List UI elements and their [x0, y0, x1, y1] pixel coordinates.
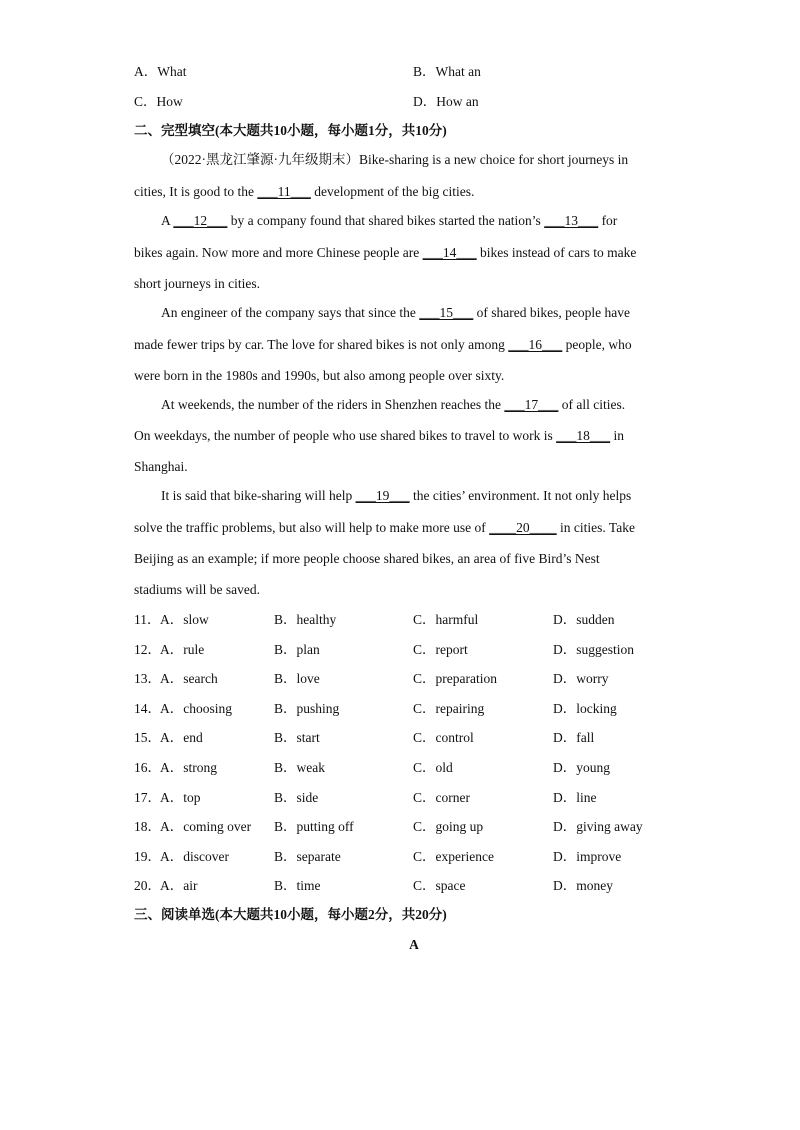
option-d: D．line: [553, 790, 597, 805]
passage-line: [134, 519, 635, 537]
blank-20: ____20____: [489, 520, 557, 535]
passage-line: [134, 581, 260, 599]
passage-line: [134, 458, 188, 476]
question-number: 11．: [134, 612, 161, 627]
passage-text: At weekends, the number of the riders in Shenzhen reaches the: [161, 397, 505, 412]
q10-option-a: A．What: [134, 64, 187, 79]
q10-option-c: C．How: [134, 94, 183, 109]
question-number: 16．: [134, 760, 161, 775]
passage-text: development of the big cities.: [310, 184, 475, 199]
passage-line: [134, 550, 600, 568]
blank-11: ___11___: [257, 184, 311, 199]
option-b: B．putting off: [274, 819, 354, 834]
passage-text: bikes instead of cars to make: [476, 245, 637, 260]
option-d: D．locking: [553, 701, 617, 716]
option-a: A．choosing: [160, 701, 232, 716]
option-b: B．separate: [274, 849, 341, 864]
question-number: 12．: [134, 642, 161, 657]
option-b: B．side: [274, 790, 319, 805]
passage-line: [161, 151, 628, 169]
section2-heading: 二、完型填空(本大题共10小题，每小题1分，共10分): [134, 123, 447, 138]
option-a: A．strong: [160, 760, 217, 775]
passage-line: [161, 212, 617, 230]
passage-text: Beijing as an example; if more people choose shared bikes, an area of five Bird’s Nest: [134, 551, 600, 566]
passage-line: [134, 275, 260, 293]
passage-text: people, who: [562, 337, 632, 352]
option-c: C．space: [413, 878, 466, 893]
passage-text: in: [610, 428, 625, 443]
option-c: C．report: [413, 642, 468, 657]
passage-text: for: [598, 213, 618, 228]
option-a: A．rule: [160, 642, 205, 657]
passage-text: cities, It is good to the: [134, 184, 258, 199]
option-b: B．plan: [274, 642, 320, 657]
option-b: B．weak: [274, 760, 325, 775]
option-d: D．suggestion: [553, 642, 634, 657]
question-number: 20．: [134, 878, 161, 893]
option-a: A．slow: [160, 612, 209, 627]
option-a: A．air: [160, 878, 198, 893]
passage-text: short journeys in cities.: [134, 276, 260, 291]
blank-18: ___18___: [556, 428, 611, 443]
option-d: D．young: [553, 760, 610, 775]
option-c: C．experience: [413, 849, 494, 864]
passage-text: stadiums will be saved.: [134, 582, 260, 597]
passage-text: the cities’ environment. It not only helps: [409, 488, 632, 503]
passage-text: in cities. Take: [556, 520, 635, 535]
passage-line: [161, 304, 630, 322]
passage-line: [134, 336, 632, 354]
passage-text: It is said that bike-sharing will help: [161, 488, 356, 503]
passage-text: Shanghai.: [134, 459, 188, 474]
passage-line: [161, 396, 625, 414]
passage-text: made fewer trips by car. The love for shared bikes is not only among: [134, 337, 509, 352]
option-a: A．search: [160, 671, 218, 686]
option-a: A．coming over: [160, 819, 252, 834]
question-number: 15．: [134, 730, 161, 745]
passage-text: were born in the 1980s and 1990s, but also among people over sixty.: [134, 368, 505, 383]
option-d: D．worry: [553, 671, 609, 686]
passage-line: [134, 244, 636, 262]
blank-16: ___16___: [508, 337, 563, 352]
passage-text: of all cities.: [558, 397, 626, 412]
passage-text: by a company found that shared bikes started the nation’s: [227, 213, 545, 228]
blank-15: ___15___: [419, 305, 474, 320]
passage-text: solve the traffic problems, but also will help to make more use of: [134, 520, 490, 535]
option-a: A．end: [160, 730, 203, 745]
option-b: B．time: [274, 878, 321, 893]
option-b: B．pushing: [274, 701, 340, 716]
option-d: D．sudden: [553, 612, 615, 627]
option-d: D．fall: [553, 730, 595, 745]
option-c: C．corner: [413, 790, 470, 805]
passage-text: Bike-sharing is a new choice for short journeys in: [359, 152, 629, 167]
passage-text: of shared bikes, people have: [473, 305, 630, 320]
blank-12: ___12___: [173, 213, 228, 228]
passage-line: [134, 183, 474, 201]
source-note: （2022·黑龙江肇源·九年级期末）: [161, 152, 359, 167]
q10-option-d: D．How an: [413, 94, 479, 109]
blank-14: ___14___: [422, 245, 477, 260]
option-c: C．repairing: [413, 701, 485, 716]
passage-line: [161, 487, 631, 505]
option-a: A．top: [160, 790, 201, 805]
option-c: C．control: [413, 730, 474, 745]
option-d: D．improve: [553, 849, 622, 864]
option-c: C．going up: [413, 819, 484, 834]
passage-line: [134, 367, 504, 385]
option-c: C．preparation: [413, 671, 497, 686]
option-d: D．giving away: [553, 819, 643, 834]
option-b: B．start: [274, 730, 320, 745]
option-a: A．discover: [160, 849, 229, 864]
option-b: B．love: [274, 671, 320, 686]
question-number: 14．: [134, 701, 161, 716]
blank-19: ___19___: [355, 488, 410, 503]
question-number: 17．: [134, 790, 161, 805]
section3-heading: 三、阅读单选(本大题共10小题，每小题2分，共20分): [134, 907, 447, 922]
passage-letter: A: [409, 937, 419, 952]
blank-17: ___17___: [504, 397, 559, 412]
option-d: D．money: [553, 878, 613, 893]
blank-13: ___13___: [544, 213, 599, 228]
question-number: 19．: [134, 849, 161, 864]
question-number: 13．: [134, 671, 161, 686]
passage-text: On weekdays, the number of people who use shared bikes to travel to work is: [134, 428, 557, 443]
option-c: C．old: [413, 760, 453, 775]
option-b: B．healthy: [274, 612, 337, 627]
passage-text: bikes again. Now more and more Chinese people are: [134, 245, 423, 260]
option-c: C．harmful: [413, 612, 479, 627]
passage-text: An engineer of the company says that since the: [161, 305, 420, 320]
passage-line: [134, 427, 624, 445]
q10-option-b: B．What an: [413, 64, 481, 79]
question-number: 18．: [134, 819, 161, 834]
passage-text: A: [161, 213, 174, 228]
